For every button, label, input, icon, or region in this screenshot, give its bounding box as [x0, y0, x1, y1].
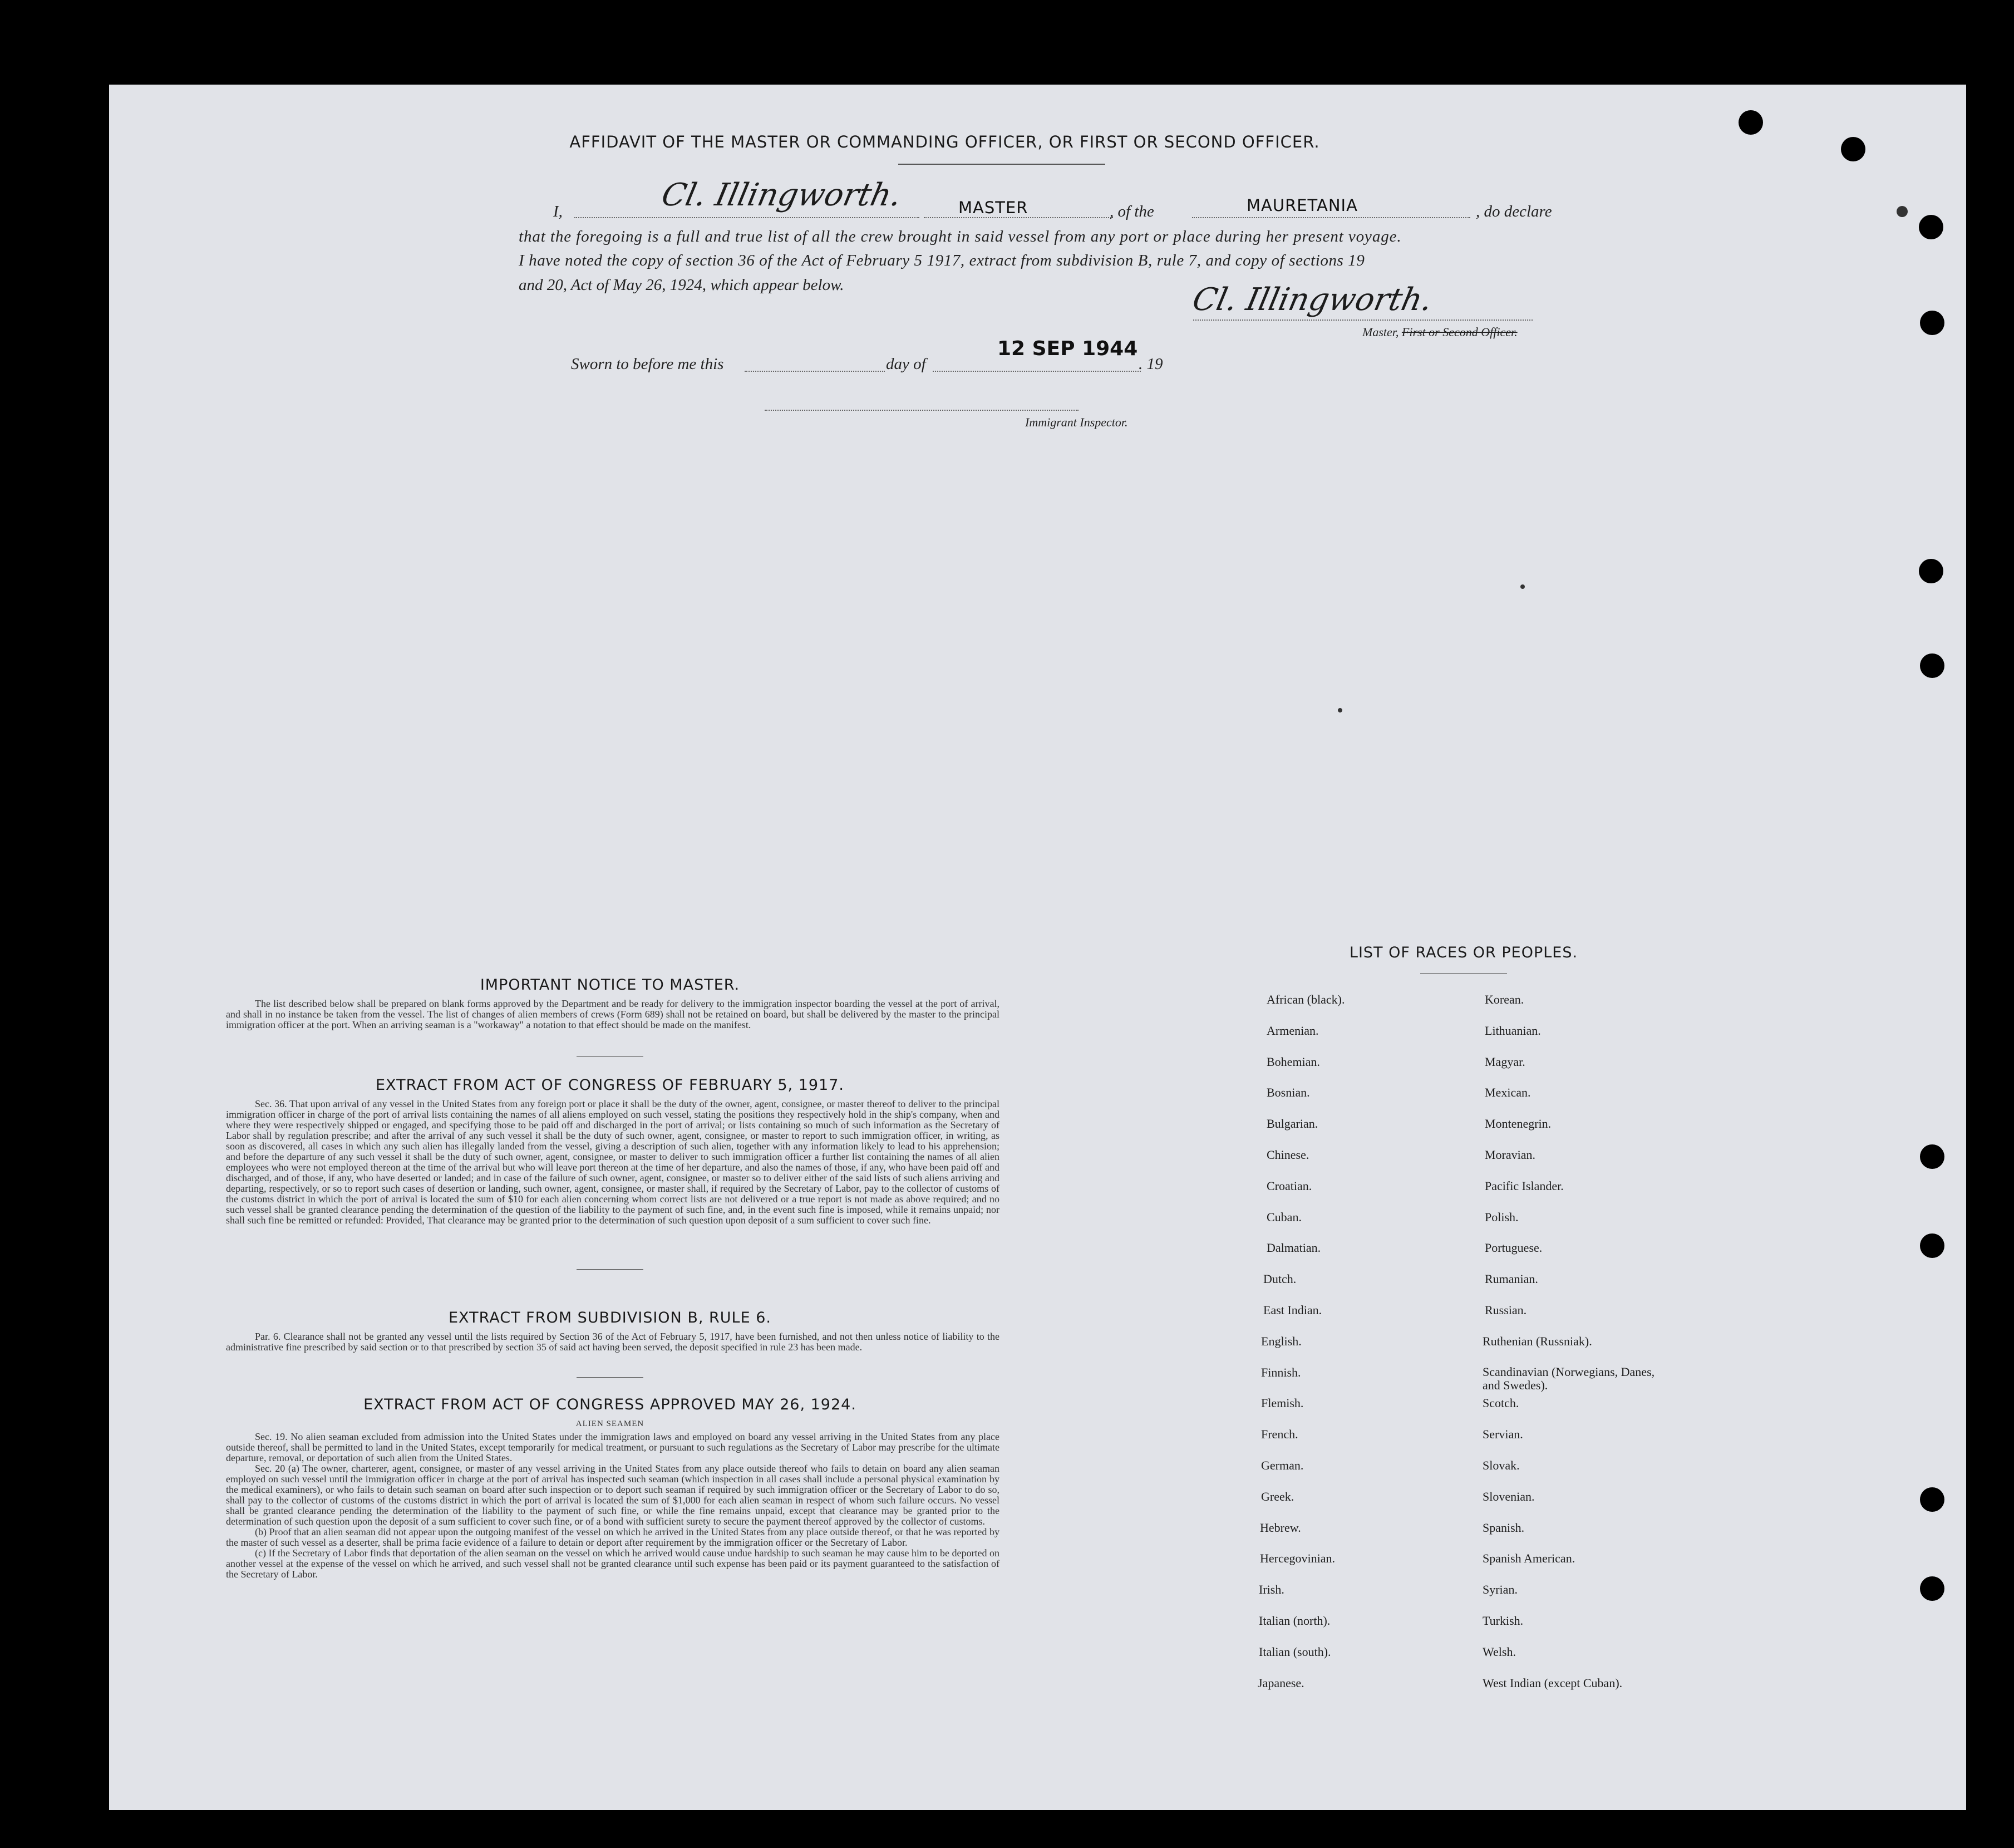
- race-item: Spanish American.: [1483, 1551, 1575, 1566]
- sec-20b-paragraph: (b) Proof that an alien seaman did not appear upon the outgoing manifest of the vessel on which he arrived in the United States from any place outside thereof, or that he was reported by the master of such vessel as a deserter, shall be prima facie evidence of a failure to detain or deport after requirement by the immigration officer or the Secretary of Labor.: [226, 1526, 999, 1548]
- vessel-name: MAURETANIA: [1247, 196, 1358, 215]
- affidavit-do-declare: , do declare: [1476, 203, 1552, 220]
- race-item: Hercegovinian.: [1260, 1551, 1335, 1566]
- punch-hole: [1920, 311, 1944, 335]
- inspector-label: Immigrant Inspector.: [1025, 415, 1128, 429]
- race-item: English.: [1261, 1334, 1302, 1348]
- race-item: Syrian.: [1483, 1582, 1518, 1597]
- date-stamp: 12 SEP 1944: [997, 337, 1138, 360]
- race-item: Hebrew.: [1260, 1520, 1301, 1535]
- act-1917-title: EXTRACT FROM ACT OF CONGRESS OF FEBRUARY 5, 1917.: [376, 1077, 844, 1094]
- year-suffix: . 19: [1139, 355, 1163, 373]
- inspector-line: [765, 410, 1079, 411]
- race-item: Flemish.: [1261, 1396, 1304, 1410]
- race-item: French.: [1261, 1427, 1298, 1442]
- punch-hole: [1739, 110, 1763, 135]
- act-1924-text: [226, 1432, 999, 1580]
- race-item: Dutch.: [1263, 1272, 1297, 1286]
- notice-rule: [577, 1056, 643, 1057]
- act-1924-title: EXTRACT FROM ACT OF CONGRESS APPROVED MAY 26, 1924.: [363, 1396, 856, 1413]
- race-item: Croatian.: [1267, 1178, 1312, 1193]
- affidavit-line-2: that the foregoing is a full and true list of all the crew brought in said vessel from any port or place during her present voyage.: [519, 228, 1402, 245]
- race-item: Slovenian.: [1483, 1489, 1535, 1503]
- affidavit-title: AFFIDAVIT OF THE MASTER OR COMMANDING OFFICER, OR FIRST OR SECOND OFFICER.: [569, 132, 1320, 151]
- sworn-label: Sworn to before me this: [571, 355, 724, 373]
- rank-value: MASTER: [958, 198, 1028, 217]
- sec-20a-paragraph: Sec. 20 (a) The owner, charterer, agent, consignee, or master of any vessel arriving in the United States from any place outside thereof who fails to detain on board any alien seaman employed on such vessel until the immigration officer in charge at the port of arrival has inspected such seaman (which inspection in all cases shall include a personal physical examination by the medical examiners), or who fails to detain such seaman on board after such inspection or to deport such seaman if required by such immigration officer or the Secretary of Labor to do so, shall pay to the collector of customs of the customs district in which the port of arrival is located the sum of $1,000 for each alien seaman in respect of whom such failure occurs. No vessel shall be granted clearance pending the determination of the liability to the payment of such fine, or while the fine remains unpaid, except that clearance may be granted prior to the determination of such question upon the deposit of a sum sufficient to cover such fine, or of a bond with sufficient surety to secure the payment thereof approved by the collector of customs.: [226, 1463, 999, 1527]
- vessel-line: [1192, 217, 1470, 218]
- race-item: Spanish.: [1483, 1520, 1525, 1535]
- sworn-day-line: [745, 371, 885, 372]
- speck: [1520, 584, 1525, 589]
- race-item: Polish.: [1485, 1210, 1519, 1224]
- master-label: [1362, 325, 1518, 340]
- name-line: [574, 217, 919, 218]
- rule-6-paragraph: Par. 6. Clearance shall not be granted any vessel until the lists required by Section 36 of the Act of February 5, 1917, have been furnished, and not then unless notice of liability to the administrative fine prescribed by said section or to that prescribed by section 35 of said act having been served, the deposit specified in rule 23 has been made.: [226, 1331, 999, 1353]
- race-item: Bulgarian.: [1267, 1117, 1318, 1131]
- master-word: Master,: [1362, 325, 1399, 339]
- affidavit-line-3: I have noted the copy of section 36 of the Act of February 5 1917, extract from subdivision B, rule 7, and copy of sections 19: [519, 252, 1365, 269]
- struck-officer-label: First or Second Officer.: [1401, 325, 1518, 339]
- title-rule: [898, 164, 1105, 165]
- races-title: LIST OF RACES OR PEOPLES.: [1349, 944, 1578, 961]
- race-item: Scotch.: [1483, 1396, 1519, 1410]
- race-item: Korean.: [1485, 992, 1524, 1006]
- signature-line: [1193, 320, 1533, 321]
- day-of-label: day of: [886, 355, 926, 373]
- race-item: German.: [1261, 1458, 1304, 1472]
- officer-signature: Cl. Illingworth.: [1189, 282, 1436, 318]
- race-item: Portuguese.: [1485, 1241, 1543, 1255]
- punch-hole: [1920, 653, 1944, 678]
- rule-6-title: EXTRACT FROM SUBDIVISION B, RULE 6.: [449, 1309, 771, 1326]
- speck: [1338, 708, 1342, 712]
- affidavit-line-4: and 20, Act of May 26, 1924, which appear below.: [519, 276, 844, 294]
- notice-paragraph: The list described below shall be prepared on blank forms approved by the Department and be ready for delivery to the immigration inspector boarding the vessel at the port of arrival, and shall in no instance be taken from the vessel. The list of changes of alien members of crews (Form 689) shall not be retained on board, but shall be delivered by the master to the principal immigration officer at the port. When an arriving seaman is a "workaway" a notation to that effect should be made on the manifest.: [226, 998, 999, 1030]
- race-item: Welsh.: [1483, 1644, 1516, 1659]
- race-item: Italian (north).: [1259, 1614, 1331, 1628]
- act-1917-paragraph: Sec. 36. That upon arrival of any vessel in the United States from any foreign port or place it shall be the duty of the owner, agent, consignee, or master thereof to deliver to the principal immigration officer in charge of the port of arrival lists containing the names of all aliens employed on such vessel, stating the positions they respectively hold in the ship's company, when and where they were respectively shipped or engaged, and specifying those to be paid off and discharged in the port of arrival; or lists containing so much of such information as the Secretary of Labor shall by regulation prescribe; and after the arrival of any such vessel it shall be the duty of such owner, agent, consignee, or master to report to such immigration officer, in writing, as soon as discovered, all cases in which any such alien has illegally landed from the vessel, giving a description of such alien, together with any information likely to lead to his apprehension; and before the departure of any such vessel it shall be the duty of such owner, agent, consignee, or master to deliver to such immigration officer a further list containing the names of all alien employees who were not employed thereon at the time of the arrival but who will leave port thereon at the time of her departure, and also the names of those, if any, who have been paid off and discharged, and of those, if any, who have deserted or landed; and in case of the failure of such owner, agent, consignee, or master so to deliver either of the said lists of such aliens arriving and departing, respectively, or so to report such cases of desertion or landing, such owner, agent, consignee, or master shall, if required by the Secretary of Labor, pay to the collector of customs of the customs district in which the port of arrival is located the sum of $10 for each alien concerning whom correct lists are not delivered or a true report is not made as above required; and no such vessel shall be granted clearance pending the determination of the question of the liability to the payment of such fine, and, in the event such fine is imposed, while it remains unpaid; nor shall such fine be remitted or refunded: Provided, That clearance may be granted prior to the determination of such question upon deposit of a sum sufficient to cover such fine.: [226, 1098, 999, 1226]
- race-item: Turkish.: [1483, 1614, 1524, 1628]
- races-rule: [1420, 973, 1507, 974]
- race-item: Bohemian.: [1267, 1054, 1320, 1069]
- race-item: Greek.: [1261, 1489, 1294, 1503]
- punch-hole: [1920, 1144, 1944, 1169]
- race-item: Bosnian.: [1267, 1085, 1310, 1100]
- sec-20c-paragraph: (c) If the Secretary of Labor finds that deportation of the alien seaman on the vessel on which he arrived would cause undue hardship to such seaman he may cause him to be deported on another vessel at the expense of the vessel on which he arrived, and such vessel shall not be granted clearance until such expense has been paid or its payment guaranteed to the satisfaction of the Secretary of Labor.: [226, 1547, 999, 1580]
- race-item: Montenegrin.: [1485, 1117, 1552, 1131]
- notice-text: [226, 999, 999, 1030]
- race-item: Rumanian.: [1485, 1272, 1538, 1286]
- act-1917-rule: [577, 1269, 643, 1270]
- race-item: Dalmatian.: [1267, 1241, 1321, 1255]
- sworn-month-line: [933, 371, 1141, 372]
- rank-line: [924, 217, 1113, 218]
- race-item: Chinese.: [1267, 1148, 1309, 1162]
- notice-title: IMPORTANT NOTICE TO MASTER.: [480, 976, 740, 994]
- affidavit-of-the: , of the: [1110, 203, 1154, 220]
- rule-6-rule: [577, 1377, 643, 1378]
- race-item: Lithuanian.: [1485, 1023, 1541, 1038]
- race-item: East Indian.: [1263, 1303, 1322, 1317]
- sec-19-paragraph: Sec. 19. No alien seaman excluded from admission into the United States under the immigration laws and employed on board any vessel arriving in the United States from any place outside thereof, shall be permitted to land in the United States, except temporarily for medical treatment, or pursuant to such regulations as the Secretary of Labor may prescribe for the ultimate departure, removal, or deportation of such alien from the United States.: [226, 1431, 999, 1463]
- speck: [1897, 206, 1908, 217]
- alien-seamen-subtitle: ALIEN SEAMEN: [575, 1419, 644, 1428]
- punch-hole: [1920, 1576, 1944, 1601]
- race-item: Moravian.: [1485, 1148, 1536, 1162]
- race-item: Armenian.: [1267, 1023, 1319, 1038]
- race-item: Servian.: [1483, 1427, 1523, 1442]
- race-item: Finnish.: [1261, 1365, 1301, 1379]
- race-item: Irish.: [1259, 1582, 1284, 1597]
- affidavit-i: I,: [553, 203, 563, 220]
- punch-hole: [1919, 215, 1943, 239]
- punch-hole: [1920, 1487, 1944, 1512]
- race-item: Slovak.: [1483, 1458, 1520, 1472]
- race-item: Ruthenian (Russniak).: [1483, 1334, 1592, 1348]
- act-1917-text: [226, 1099, 999, 1226]
- race-item: Italian (south).: [1259, 1644, 1331, 1659]
- race-item: Mexican.: [1485, 1085, 1531, 1100]
- race-item: Scandinavian (Norwegians, Danes, and Swedes).: [1483, 1364, 1655, 1392]
- race-item: Russian.: [1485, 1303, 1527, 1317]
- punch-hole: [1919, 559, 1943, 583]
- race-item: Cuban.: [1267, 1210, 1302, 1224]
- race-item: West Indian (except Cuban).: [1483, 1675, 1623, 1690]
- punch-hole: [1920, 1233, 1944, 1258]
- rule-6-text: [226, 1331, 999, 1353]
- race-item: Magyar.: [1485, 1054, 1525, 1069]
- race-item: Japanese.: [1258, 1675, 1304, 1690]
- master-signature: Cl. Illingworth.: [658, 177, 905, 213]
- race-item: Pacific Islander.: [1485, 1178, 1564, 1193]
- race-item: African (black).: [1267, 992, 1345, 1006]
